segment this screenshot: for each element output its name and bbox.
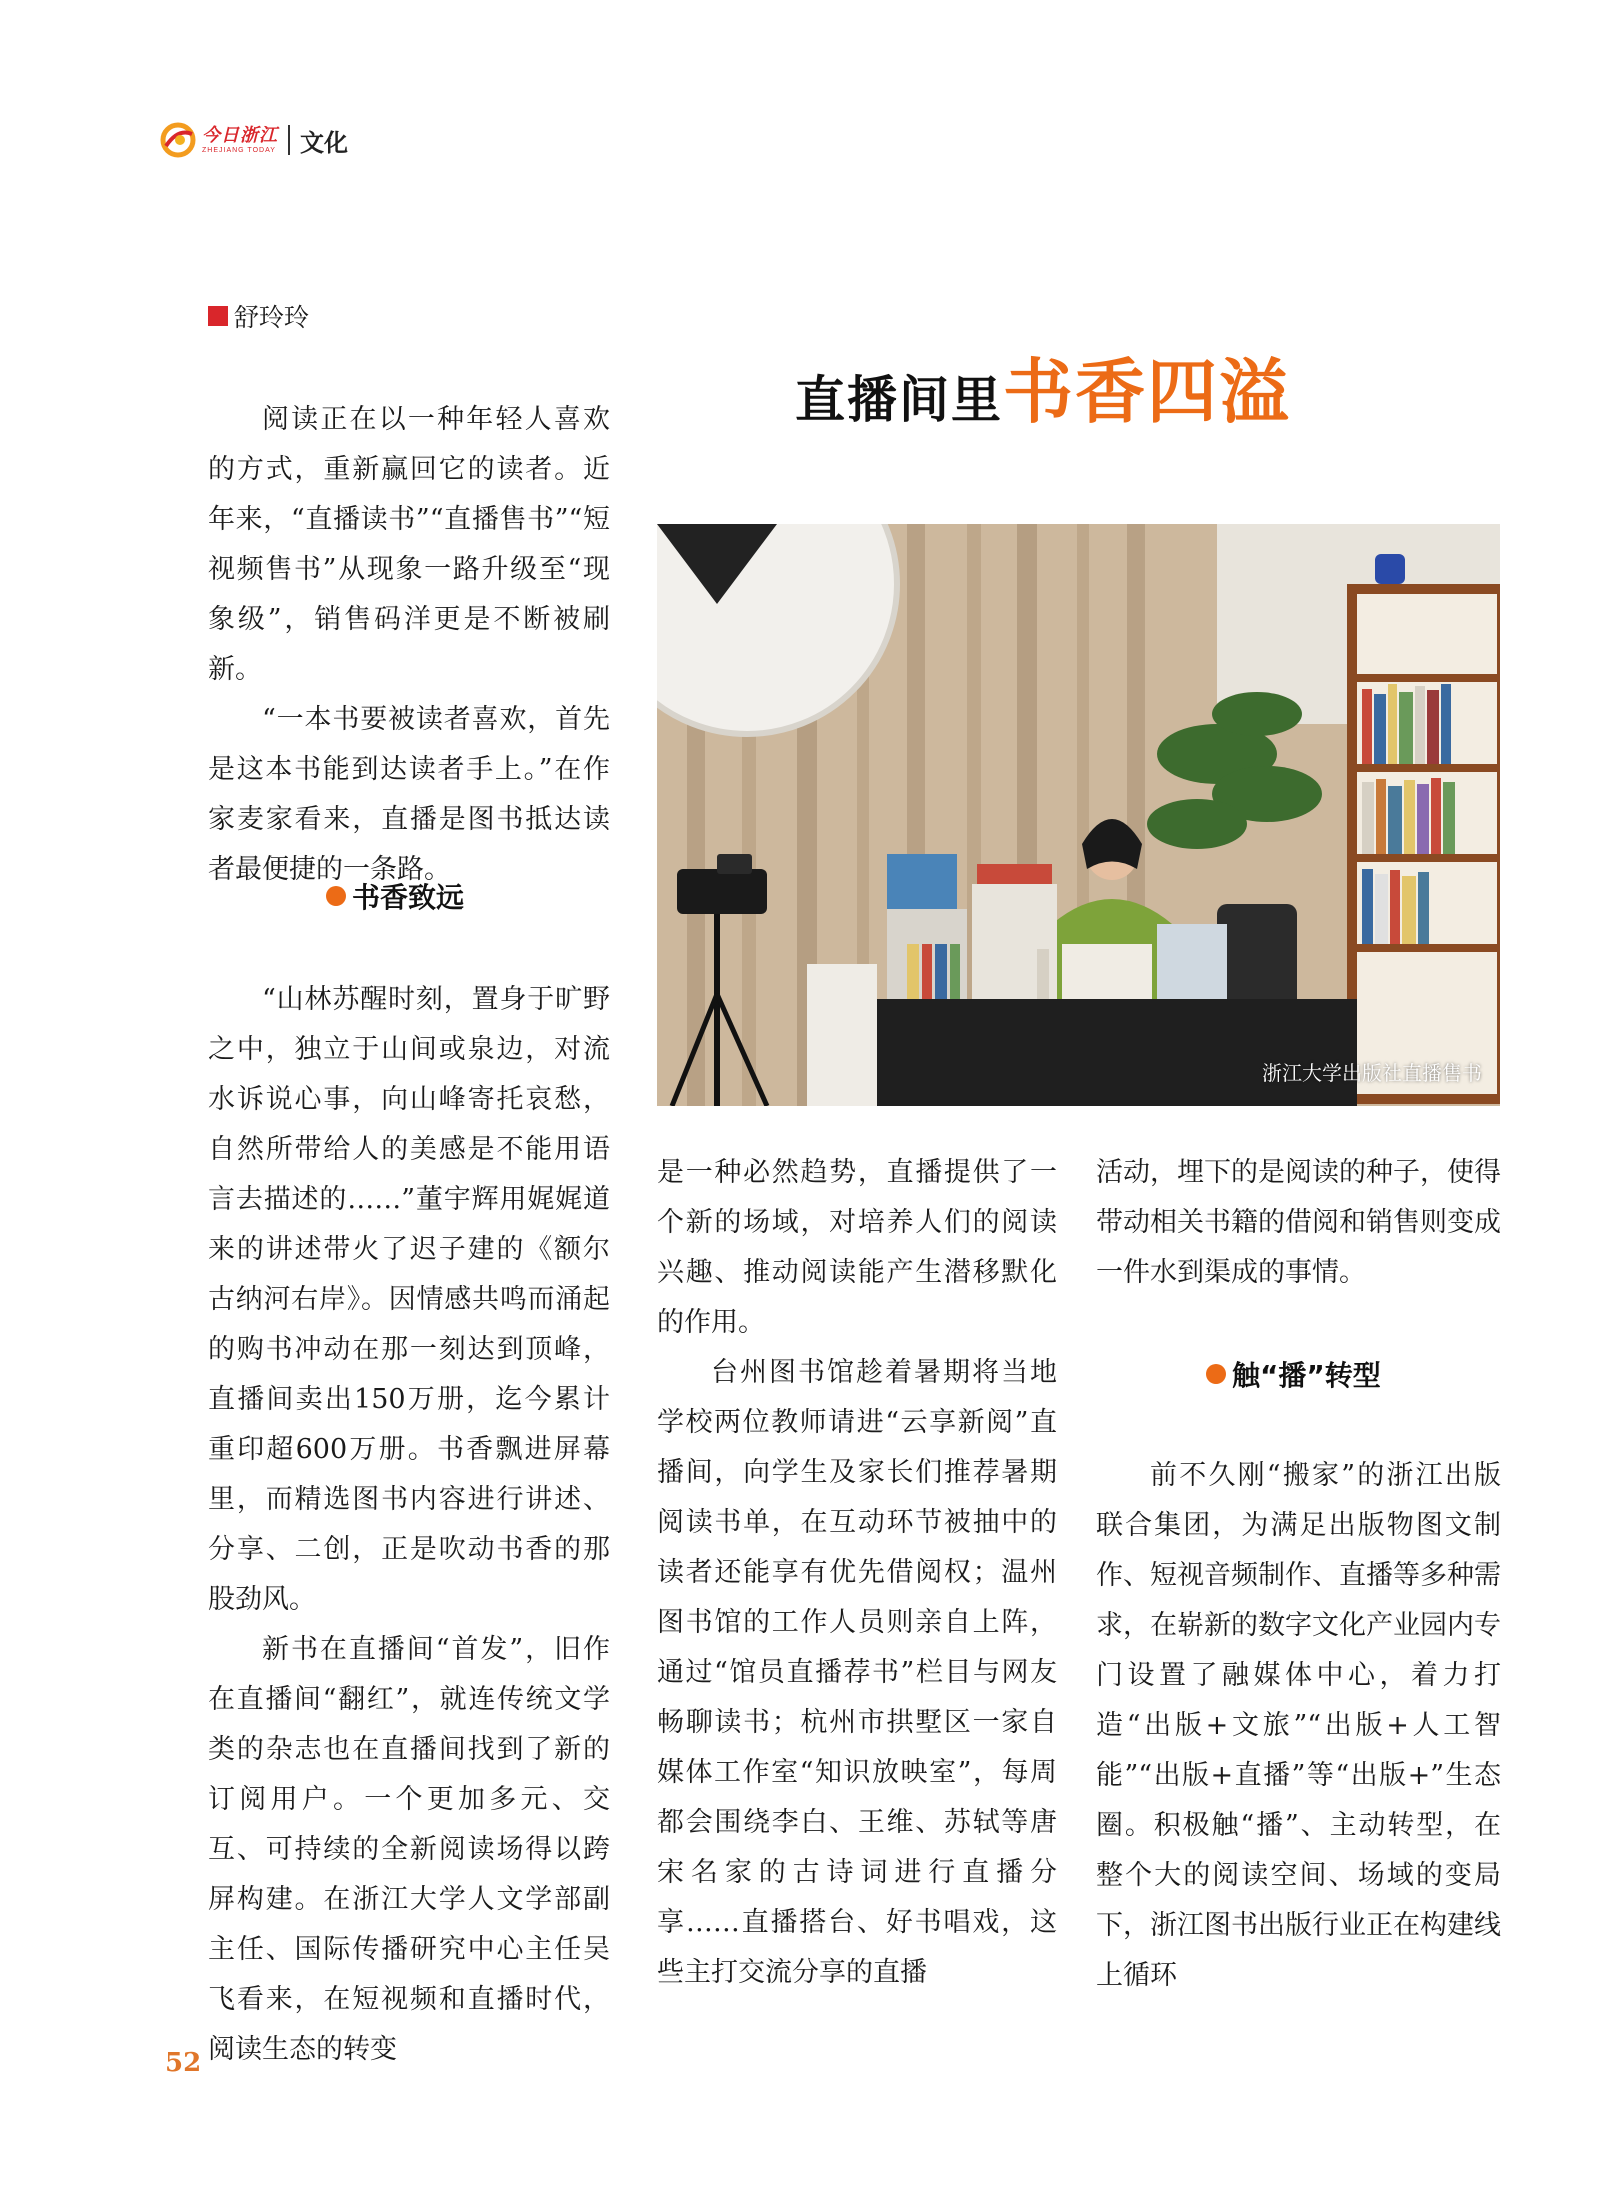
article-title: [795, 342, 1291, 432]
paragraph: 台州图书馆趁着暑期将当地学校两位教师请进“云享新阅”直播间，向学生及家长们推荐暑期阅读书单，在互动环节被抽中的读者还能享有优先借阅权；温州图书馆的工作人员则亲自上阵，通过“馆员直播荐书”栏目与网友畅聊读书；杭州市拱墅区一家自媒体工作室“知识放映室”，每周都会围绕李白、王维、苏轼等唐宋名家的古诗词进行直播分享……直播搭台、好书唱戏，这些主打交流分享的直播: [657, 1357, 1057, 1988]
paragraph: 新书在直播间“首发”，旧作在直播间“翻红”，就连传统文学类的杂志也在直播间找到了新的订阅用户。一个更加多元、交互、可持续的全新阅读场得以跨屏构建。在浙江大学人文学部副主任、国际传播研究中心主任吴飞看来，在短视频和直播时代，阅读生态的转变: [208, 1634, 610, 2065]
paragraph: 阅读正在以一种年轻人喜欢的方式，重新赢回它的读者。近年来，“直播读书”“直播售书”“短视频售书”从现象一路升级至“现象级”，销售码洋更是不断被刷新。: [208, 404, 610, 685]
brand-wordmark: [202, 126, 278, 155]
subheading-2: [1206, 1354, 1381, 1394]
subheading-1: [326, 876, 464, 916]
bullet-dot-icon: [1206, 1364, 1226, 1384]
paragraph: 活动，埋下的是阅读的种子，使得带动相关书籍的借阅和销售则变成一件水到渠成的事情。: [1096, 1157, 1501, 1288]
livestream-photo-illustration: [657, 524, 1500, 1106]
column-3-bottom: [1096, 1451, 1501, 2001]
brand-logo: [160, 122, 196, 158]
title-part2: 书香四溢: [1003, 350, 1291, 433]
paragraph: “山林苏醒时刻，置身于旷野之中，独立于山间或泉边，对流水诉说心事，向山峰寄托哀愁，自然所带给人的美感是不能用语言去描述的……”董宇辉用娓娓道来的讲述带火了迟子建的《额尔古纳河右岸》。因情感共鸣而涌起的购书冲动在那一刻达到顶峰，直播间卖出150万册，迄今累计重印超600万册。书香飘进屏幕里，而精选图书内容进行讲述、分享、二创，正是吹动书香的那股劲风。: [208, 984, 610, 1615]
paragraph: 是一种必然趋势，直播提供了一个新的场域，对培养人们的阅读兴趣、推动阅读能产生潜移默化的作用。: [657, 1157, 1057, 1338]
brand-name: 今日浙江: [202, 124, 278, 146]
section-label: 文化: [300, 128, 348, 157]
column-1-bottom: [208, 975, 610, 2075]
author-name: 舒玲玲: [234, 303, 310, 332]
page-number: 52: [165, 2048, 202, 2078]
byline-square-icon: [208, 306, 228, 326]
subheading-text: 书香致远: [352, 881, 465, 914]
bullet-dot-icon: [326, 886, 346, 906]
article-photo: [657, 524, 1500, 1106]
photo-caption: 浙江大学出版社直播售书: [1262, 1061, 1482, 1085]
subheading-text: 触“播”转型: [1232, 1359, 1381, 1392]
column-2: [657, 1148, 1057, 1998]
title-part1: 直播间里: [795, 370, 1003, 429]
paragraph: 前不久刚“搬家”的浙江出版联合集团，为满足出版物图文制作、短视音频制作、直播等多种需求，在崭新的数字文化产业园内专门设置了融媒体中心，着力打造“出版+文旅”“出版+人工智能”“出版+直播”等“出版+”生态圈。积极触“播”、主动转型，在整个大的阅读空间、场域的变局下，浙江图书出版行业正在构建线上循环: [1096, 1460, 1501, 1991]
brand-name-en: ZHEJIANG TODAY: [202, 146, 276, 154]
column-1-top: [208, 395, 610, 895]
paragraph: “一本书要被读者喜欢，首先是这本书能到达读者手上。”在作家麦家看来，直播是图书抵达读者最便捷的一条路。: [208, 704, 610, 885]
sun-logo-icon: [160, 122, 196, 158]
masthead: [160, 118, 348, 162]
column-3-top: [1096, 1148, 1501, 1298]
byline: [208, 298, 309, 334]
header-divider: [288, 125, 290, 155]
